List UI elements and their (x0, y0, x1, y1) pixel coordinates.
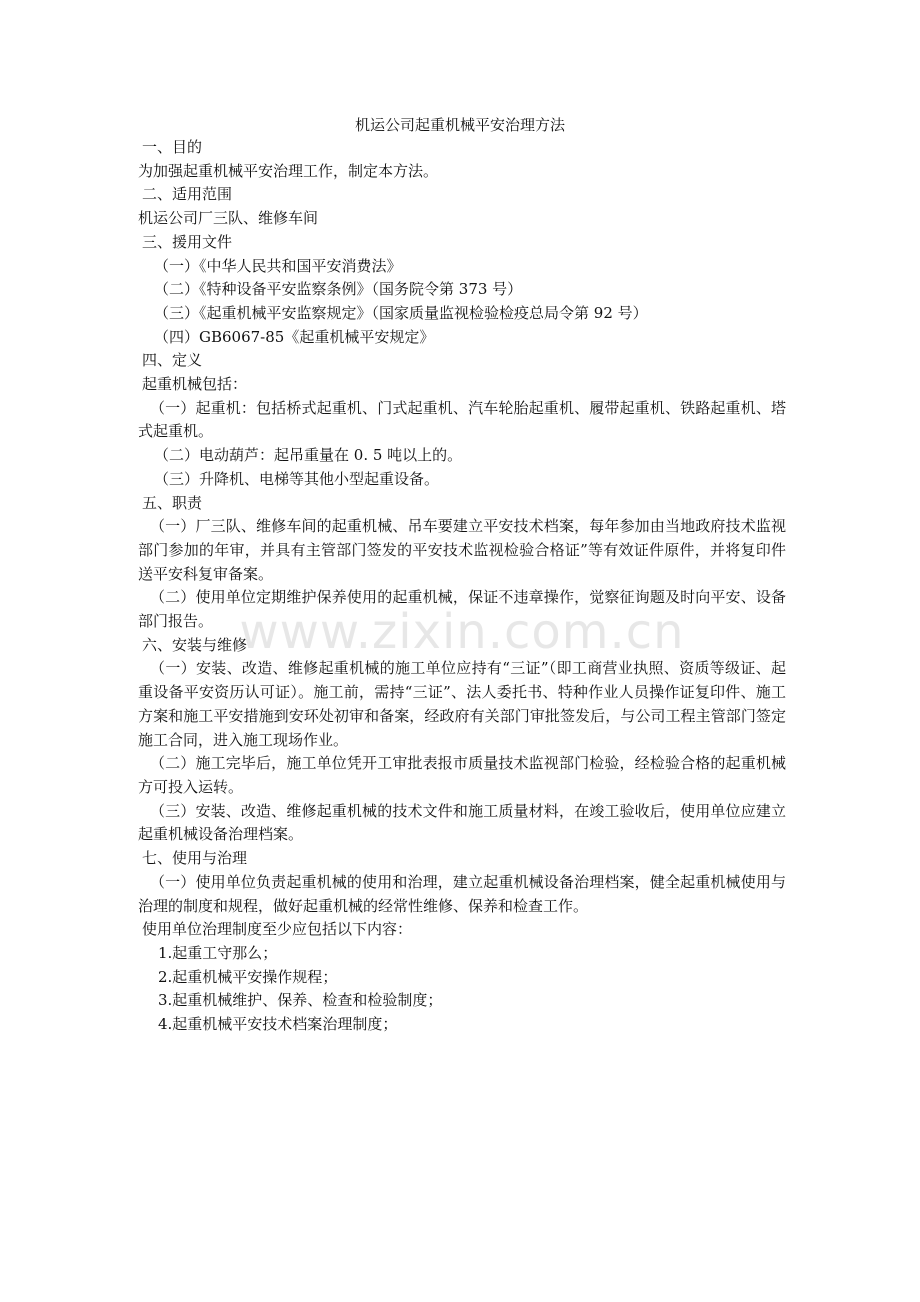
paragraph: （二）使用单位定期维护保养使用的起重机械，保证不违章操作，觉察征询题及时向平安、设备部门报告。 (138, 588, 786, 631)
document-body (138, 136, 786, 1037)
list-item: 1.起重工守那么； (158, 943, 278, 962)
paragraph: （二）施工完毕后，施工单位凭开工审批表报市质量技术监视部门检验，经检验合格的起重机械方可投入运转。 (138, 754, 786, 796)
paragraph: （一）使用单位负责起重机械的使用和治理，建立起重机械设备治理档案，健全起重机械使用与治理的制度和规程，做好起重机械的经常性维修、保养和检查工作。 (138, 872, 786, 915)
paragraph: （二）电动葫芦：起吊重量在 0. 5 吨以上的。 (154, 446, 463, 465)
list-item: 3.起重机械维护、保养、检查和检验制度； (158, 991, 443, 1010)
paragraph: （三）升降机、电梯等其他小型起重设备。 (154, 469, 440, 488)
watermark: www.zixin.com.cn (239, 604, 685, 660)
list-item: 4.起重机械平安技术档案治理制度； (158, 1015, 398, 1034)
section-heading: 五、职责 (142, 493, 203, 512)
paragraph: 为加强起重机械平安治理工作，制定本方法。 (138, 161, 439, 180)
document-title: 机运公司起重机械平安治理方法 (354, 116, 565, 134)
list-item: （二）《特种设备平安监察条例》（国务院令第 373 号） (154, 280, 523, 299)
list-item: （一）《中华人民共和国平安消费法》 (154, 256, 402, 275)
section-heading: 七、使用与治理 (142, 849, 248, 868)
section-heading: 二、适用范围 (142, 185, 233, 204)
section-heading: 三、援用文件 (142, 232, 233, 251)
paragraph: 机运公司厂三队、维修车间 (138, 209, 319, 228)
list-item: 2.起重机械平安操作规程； (158, 967, 338, 986)
list-item: （四）GB6067-85《起重机械平安规定》 (154, 327, 435, 346)
paragraph: （一）起重机：包括桥式起重机、门式起重机、汽车轮胎起重机、履带起重机、铁路起重机、塔式起重机。 (138, 398, 786, 441)
section-heading: 六、安装与维修 (142, 635, 248, 654)
paragraph: （三）安装、改造、维修起重机械的技术文件和施工质量材料，在竣工验收后，使用单位应建立起重机械设备治理档案。 (138, 801, 786, 844)
paragraph: （一）安装、改造、维修起重机械的施工单位应持有“三证”（即工商营业执照、资质等级证、起重设备平安资历认可证）。施工前，需持“三证”、法人委托书、特种作业人员操作证复印件、施工方案和施工平安措施到安环处初审和备案，经政府有关部门审批签发后，与公司工程主管部门签定施工合同，进入施工现场作业。 (138, 659, 786, 749)
list-item: （三）《起重机械平安监察规定》（国家质量监视检验检疫总局令第 92 号） (154, 303, 648, 322)
paragraph: （一）厂三队、维修车间的起重机械、吊车要建立平安技术档案，每年参加由当地政府技术监视部门参加的年审，并具有主管部门签发的平安技术监视检验合格证”等有效证件原件，并将复印件送平安科复审备案。 (138, 517, 786, 583)
paragraph: 起重机械包括： (142, 375, 248, 394)
section-heading: 四、定义 (142, 351, 203, 370)
section-heading: 一、目的 (142, 138, 203, 156)
paragraph: 使用单位治理制度至少应包括以下内容： (142, 920, 413, 939)
